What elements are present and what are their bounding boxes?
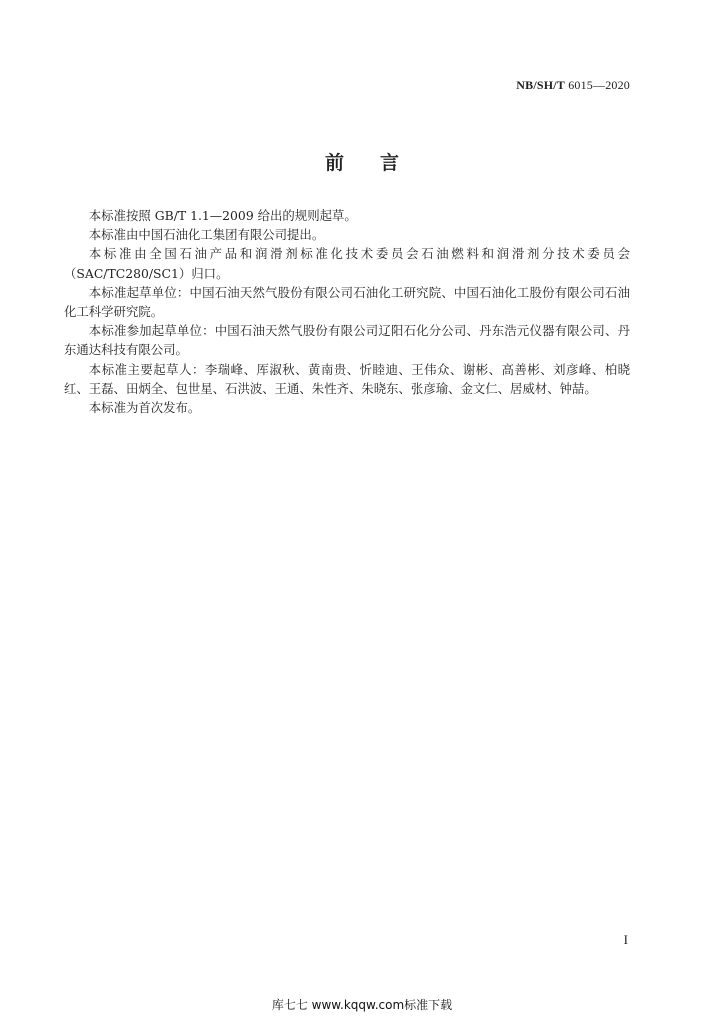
paragraph-drafting-rules: 本标准按照 GB/T 1.1—2009 给出的规则起草。 <box>88 208 357 223</box>
paragraph-committee: 本标准由全国石油产品和润滑剂标准化技术委员会石油燃料和润滑剂分技术委员会（SAC/TC280/SC1）归口。 <box>64 246 630 281</box>
footer-watermark: 库七七 www.kqqw.com标准下载 <box>271 998 453 1012</box>
standard-code <box>516 78 630 93</box>
page-number: I <box>623 932 628 947</box>
paragraph-drafting-units: 本标准起草单位：中国石油天然气股份有限公司石油化工研究院、中国石油化工股份有限公司石油化工科学研究院。 <box>64 284 630 320</box>
paragraph-drafters: 本标准主要起草人：李瑞峰、厍淑秋、黄南贵、忻睦迪、王伟众、谢彬、高善彬、刘彦峰、柏晓红、王磊、田炳全、包世星、石洪波、王通、朱性齐、朱晓东、张彦瑜、金文仁、居威材、钟喆。 <box>64 361 630 396</box>
standard-code-prefix: NB/SH/T <box>516 78 565 92</box>
paragraph-participating-units: 本标准参加起草单位：中国石油天然气股份有限公司辽阳石化分公司、丹东浩元仪器有限公司、丹东通达科技有限公司。 <box>64 323 630 358</box>
standard-code-number: 6015—2020 <box>565 78 630 92</box>
paragraph-first-release: 本标准为首次发布。 <box>88 400 201 416</box>
section-title: 前言 <box>324 152 435 174</box>
paragraph-proposer: 本标准由中国石油化工集团有限公司提出。 <box>88 227 325 243</box>
foreword-body <box>64 206 630 417</box>
